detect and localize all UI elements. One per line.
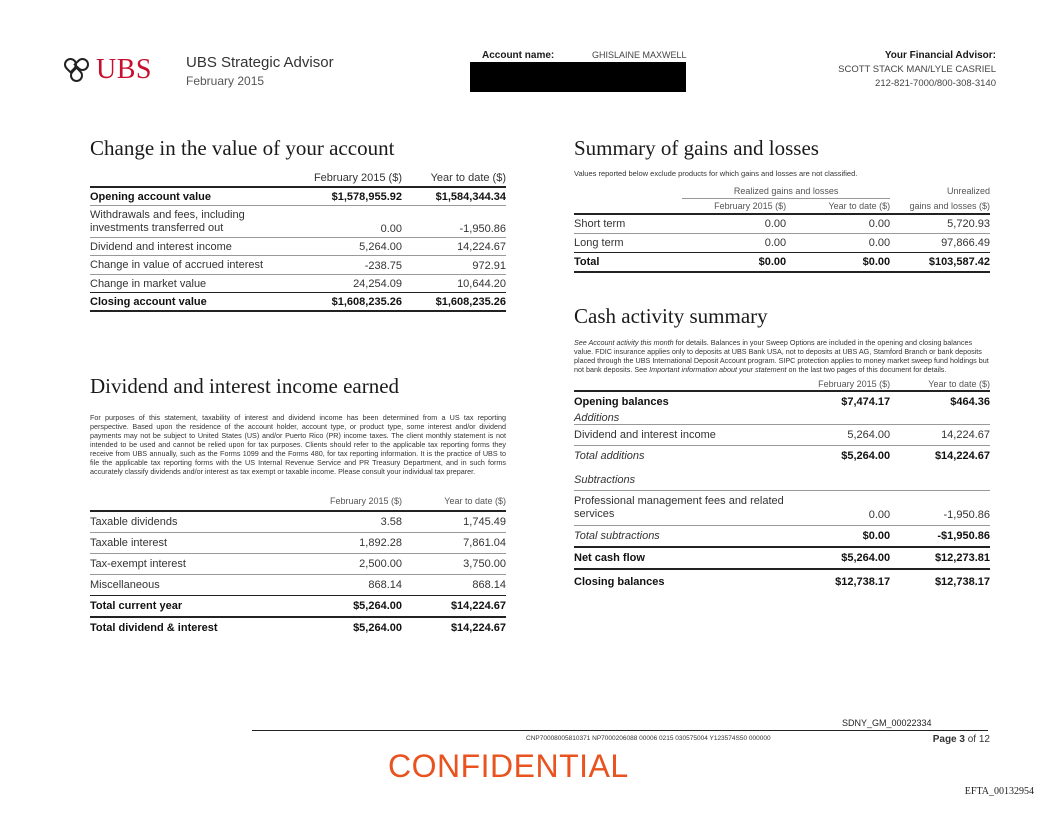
tax-disclaimer: For purposes of this statement, taxability of interest and dividend income has been determined from a US tax reporting perspective. Based upon the residence of the account holder, account type, or product type, some interest and/or dividend payments may not be subject to United States (US) and/or Puerto Rico (PR) income taxes. The client monthly statement is not intended to be used and cannot be relied upon for tax purposes. Clients should refer to the applicable tax reporting forms they receive from UBS annually, such as the Forms 1099 and the Forms 480, for tax reporting information. It is the practice of UBS to file the applicable tax reporting forms with the US Internal Revenue Service and PR Treasury Department, and in such forms accurately classify dividends and/or interest as tax exempt or taxable income. Please consult your individual tax preparer. — [90, 413, 506, 476]
table-row: Long term 0.00 0.00 97,866.49 — [574, 234, 990, 253]
unrealized-header: Unrealized — [946, 186, 990, 197]
table-row: Professional management fees and related services 0.00 -1,950.86 — [574, 491, 990, 526]
section-title: Change in the value of your account — [90, 136, 395, 160]
table-row: Total current year $5,264.00 $14,224.67 — [90, 596, 506, 618]
efta-number: EFTA_00132954 — [964, 786, 1034, 797]
cash-activity-section — [574, 304, 990, 592]
account-name: GHISLAINE MAXWELL — [592, 50, 687, 60]
section-title: Summary of gains and losses — [574, 136, 819, 160]
dividend-income-table — [90, 492, 506, 638]
table-row: Taxable interest 1,892.28 7,861.04 — [90, 533, 506, 554]
col-header: Year to date ($) — [928, 379, 990, 389]
table-row: Miscellaneous 868.14 868.14 — [90, 575, 506, 596]
page-indicator: Page 3 of 12 — [932, 734, 990, 745]
col-header: February 2015 ($) — [329, 496, 402, 506]
col-header: Year to date ($) — [430, 172, 506, 184]
table-row: Total $0.00 $0.00 $103,587.42 — [574, 253, 990, 273]
ubs-keys-icon — [62, 55, 92, 85]
product-title: UBS Strategic Advisor — [186, 54, 334, 71]
table-row: Short term 0.00 0.00 5,720.93 — [574, 214, 990, 234]
col-header: Year to date ($) — [444, 496, 506, 506]
table-row: Dividend and interest income 5,264.00 14,224.67 — [574, 425, 990, 446]
realized-header: Realized gains and losses — [682, 184, 890, 199]
gains-losses-section — [574, 136, 990, 273]
gains-losses-table — [574, 184, 990, 273]
table-row: Net cash flow $5,264.00 $12,273.81 — [574, 547, 990, 569]
table-row: Total subtractions $0.00 -$1,950.86 — [574, 526, 990, 548]
gains-note: Values reported below exclude products for which gains and losses are not classified. — [574, 169, 858, 178]
col-header: Year to date ($) — [828, 201, 891, 211]
change-in-value-section — [90, 136, 506, 312]
advisor-name: SCOTT STACK MAN/LYLE CASRIEL — [838, 64, 996, 75]
redaction-box — [470, 62, 686, 92]
confidential-stamp: CONFIDENTIAL — [388, 748, 629, 784]
table-row: Closing balances $12,738.17 $12,738.17 — [574, 569, 990, 592]
col-header: February 2015 ($) — [714, 201, 787, 211]
col-header: gains and losses ($) — [909, 200, 990, 211]
statement-date: February 2015 — [186, 74, 265, 88]
section-title: Cash activity summary — [574, 304, 768, 328]
col-header: February 2015 ($) — [818, 379, 891, 389]
footer-divider — [252, 730, 988, 731]
table-row: Additions — [574, 412, 620, 424]
table-row: Opening account value $1,578,955.92 $1,584,344.34 — [90, 187, 506, 206]
col-header: February 2015 ($) — [313, 172, 402, 184]
cash-activity-table — [574, 378, 990, 592]
table-row: Change in market value 24,254.09 10,644.20 — [90, 275, 506, 293]
logo-text: UBS — [96, 54, 152, 85]
table-row: Total dividend & interest $5,264.00 $14,224.67 — [90, 617, 506, 638]
table-row: Dividend and interest income 5,264.00 14,224.67 — [90, 238, 506, 256]
cash-note: See Account activity this month for details. Balances in your Sweep Options are included in the opening and closing balances value. FDIC insurance applies only to deposits at UBS Bank USA, not to deposits at UBS AG, Stamford Branch or bank deposits placed through the UBS International Deposit Account program. SIPC protection applies to money market sweep fund holdings but not bank deposits. See Important information about your statement on the last two pages of this document for details. — [574, 338, 989, 374]
table-row: Taxable dividends 3.58 1,745.49 — [90, 511, 506, 533]
table-row: Tax-exempt interest 2,500.00 3,750.00 — [90, 554, 506, 575]
table-row: Withdrawals and fees, including investments transferred out 0.00 -1,950.86 — [90, 206, 506, 238]
table-row: Subtractions — [574, 474, 636, 486]
bates-number: SDNY_GM_00022334 — [842, 718, 932, 728]
table-row: Closing account value $1,608,235.26 $1,608,235.26 — [90, 293, 506, 312]
section-title: Dividend and interest income earned — [90, 374, 400, 398]
change-in-value-table — [90, 169, 506, 312]
dividend-income-section — [90, 374, 506, 638]
table-row: Opening balances $7,474.17 $464.36 — [574, 391, 990, 412]
table-row: Total additions $5,264.00 $14,224.67 — [574, 446, 990, 467]
document-id: CNP70008005810371 NP7000206088 00006 0215 030575004 Y123574S50 000000 — [526, 735, 771, 742]
advisor-label: Your Financial Advisor: — [884, 50, 996, 61]
advisor-phone: 212-821-7000/800-308-3140 — [875, 78, 996, 89]
table-row: Change in value of accrued interest -238.75 972.91 — [90, 256, 506, 275]
ubs-logo — [62, 54, 152, 86]
account-name-label: Account name: — [482, 50, 555, 61]
